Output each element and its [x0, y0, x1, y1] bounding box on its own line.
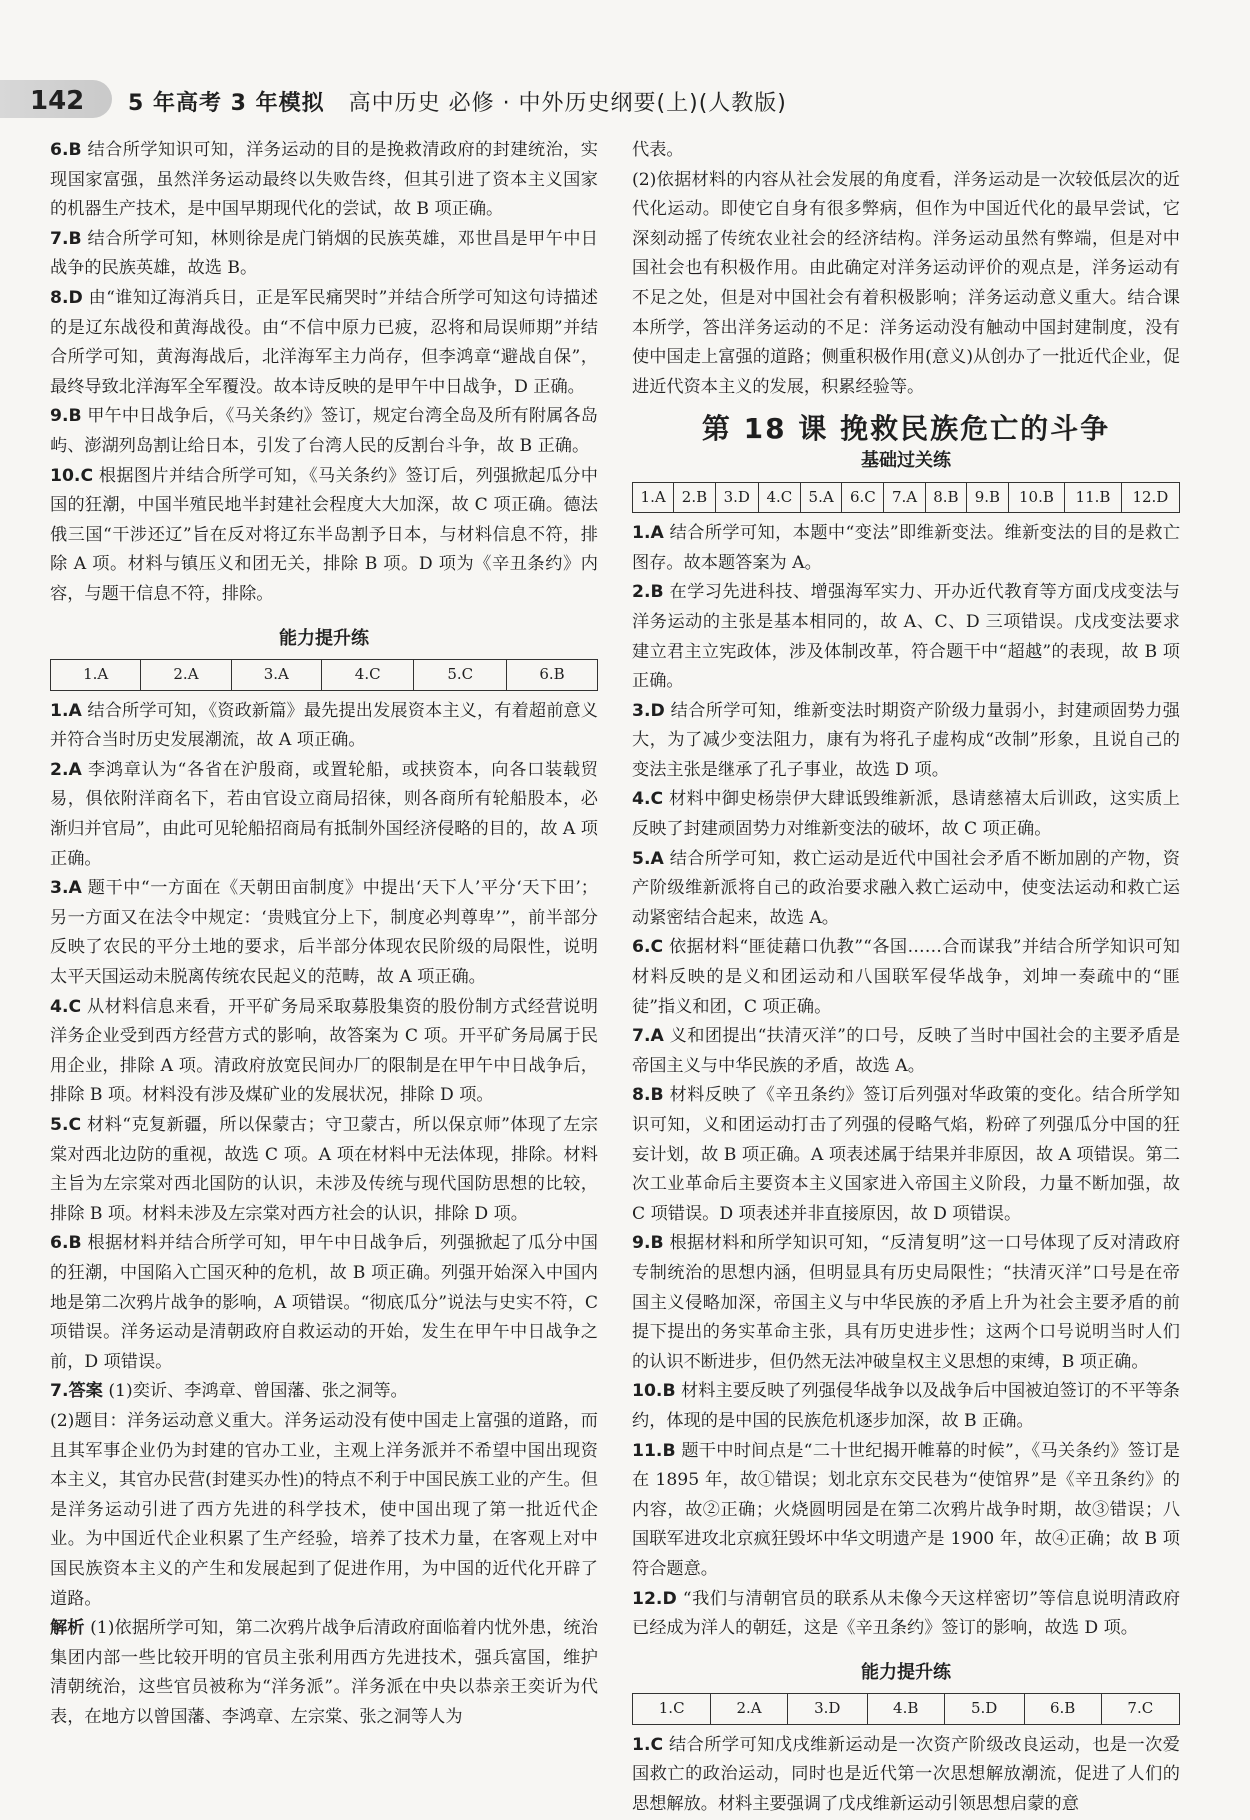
- book-series: 5 年高考 3 年模拟: [128, 91, 325, 116]
- answer-text: 根据材料并结合所学可知，甲午中日战争后，列强掀起了瓜分中国的狂潮，中国陷入亡国灭种的危机，故 B 项正确。列强开始深入中国内地是第二次鸦片战争的影响，A 项错误。“彻底瓜分”说法与史实不符，C 项错误。洋务运动是清朝政府自救运动的开始，发生在甲午中日战争之前，D 项错误。: [50, 1233, 598, 1372]
- answer-item: [632, 933, 1180, 1022]
- answer-item: [632, 136, 1180, 166]
- answer-number: 2.A: [50, 759, 82, 780]
- answer-number: 3.D: [632, 700, 665, 721]
- answer-cell: 7.A: [884, 482, 925, 513]
- answer-cell: 5.A: [801, 482, 842, 513]
- answer-number: 4.C: [632, 789, 664, 810]
- answer-item: [50, 993, 598, 1111]
- answer-cell: 1.A: [51, 660, 141, 691]
- section-title-ability: 能力提升练: [279, 627, 369, 649]
- left-answers-ability: [50, 697, 598, 1733]
- answer-item: [50, 697, 598, 756]
- answer-cell: 5.C: [414, 660, 507, 691]
- answer-text: 结合所学可知戊戌维新运动是一次资产阶级改良运动，也是一次爱国救亡的政治运动，同时也是近代第一次思想解放潮流，促进了人们的思想解放。材料主要强调了戊戌维新运动引领思想启蒙的意: [632, 1734, 1180, 1815]
- answer-number: 1.C: [632, 1734, 664, 1755]
- answer-item: [50, 1377, 598, 1407]
- answer-number: 10.C: [50, 465, 94, 486]
- left-answers-basic: [50, 136, 598, 610]
- lesson-title: 第 18 课 挽救民族危亡的斗争: [701, 412, 1111, 446]
- answer-text: 根据材料和所学知识可知，“反清复明”这一口号体现了反对清政府专制统治的思想内涵，但明显具有历史局限性；“扶清灭洋”口号是在帝国主义侵略加深，帝国主义与中华民族的矛盾上升为社会主要矛盾的前提下提出的务实革命主张，具有历史进步性；这两个口号说明当时人们的认识不断进步，但仍然无法冲破皇权主义思想的束缚，B 项正确。: [632, 1233, 1181, 1372]
- answer-text: (2)题目：洋务运动意义重大。洋务运动没有使中国走上富强的道路，而且其军事企业仍为封建的官办工业，主观上洋务派并不希望中国出现资本主义，其官办民营(封建买办性)的特点不利于中国民族工业的产生。但是洋务运动引进了西方先进的科学技术，使中国出现了第一批近代企业。为中国近代企业积累了生产经验，培养了技术力量，在客观上对中国民族资本主义的产生和发展起到了促进作用，为中国的近代化开辟了道路。: [50, 1410, 598, 1609]
- answer-cell: 1.A: [633, 482, 674, 513]
- answer-text: 结合所学可知，《资政新篇》最先提出发展资本主义，有着超前意义并符合当时历史发展潮流，故 A 项正确。: [50, 700, 598, 751]
- answer-number: 5.A: [632, 848, 664, 869]
- answer-text: 材料中御史杨崇伊大肆诋毁维新派，恳请慈禧太后训政，这实质上反映了封建顽固势力对维新变法的破坏，故 C 项正确。: [632, 789, 1180, 840]
- answer-text: 结合所学可知，救亡运动是近代中国社会矛盾不断加剧的产物，资产阶级维新派将自己的政治要求融入救亡运动中，使变法运动和救亡运动紧密结合起来，故选 A。: [632, 848, 1180, 928]
- answer-number: 7.A: [632, 1026, 664, 1047]
- answer-number: 7.答案: [50, 1381, 103, 1402]
- answer-item: [632, 1585, 1180, 1644]
- answer-cell: 2.A: [711, 1694, 787, 1725]
- answer-number: 7.B: [50, 228, 82, 249]
- answer-text: 题干中“一方面在《天朝田亩制度》中提出‘天下人’平分‘天下田’；另一方面又在法令中规定：‘贵贱宜分上下，制度必判尊卑’”，前半部分反映了农民的平分土地的要求，后半部分体现农民阶级的局限性，说明太平天国运动未脱离传统农民起义的范畴，故 A 项正确。: [50, 878, 598, 988]
- right-answers-basic: [632, 519, 1180, 1644]
- answer-item: [50, 136, 598, 225]
- answer-cell: 2.B: [674, 482, 716, 513]
- answer-item: [632, 166, 1180, 403]
- answer-text: 义和团提出“扶清灭洋”的口号，反映了当时中国社会的主要矛盾是帝国主义与中华民族的矛盾，故选 A。: [632, 1026, 1181, 1076]
- answer-number: 解析: [50, 1618, 85, 1639]
- answer-item: [50, 1229, 598, 1377]
- book-subject: 高中历史 必修 · 中外历史纲要(上)(人教版): [348, 91, 787, 116]
- section-title-ability-2: 能力提升练: [861, 1661, 951, 1683]
- answer-number: 10.B: [632, 1381, 676, 1402]
- answer-number: 11.B: [632, 1440, 676, 1461]
- answer-text: 题干中时间点是“二十世纪揭开帷幕的时候”，《马关条约》签订是在 1895 年，故①错误；划北京东交民巷为“使馆界”是《辛丑条约》的内容，故②正确；火烧圆明园是在第二次鸦片战争时期，故③错误；八国联军进攻北京疯狂毁坏中华文明遗产是 1900 年，故④正确；故 B 项符合题意。: [632, 1440, 1180, 1579]
- right-column: [632, 136, 1180, 1820]
- answer-text: 材料主要反映了列强侵华战争以及战争后中国被迫签订的不平等条约，体现的是中国的民族危机逐步加深，故 B 正确。: [632, 1381, 1180, 1431]
- answer-cell: 9.B: [967, 482, 1009, 513]
- section-title-basic: 基础过关练: [861, 449, 951, 471]
- answer-number: 1.A: [632, 523, 664, 544]
- answer-item: [50, 1407, 598, 1614]
- answer-text: 结合所学可知，维新变法时期资产阶级力量弱小，封建顽固势力强大，为了减少变法阻力，康有为将孔子虚构成“改制”形象，且说自己的变法主张是继承了孔子事业，故选 D 项。: [632, 700, 1180, 780]
- answer-text: 结合所学知识可知，洋务运动的目的是挽救清政府的封建统治，实现国家富强，虽然洋务运动最终以失败告终，但其引进了资本主义国家的机器生产技术，是中国早期现代化的尝试，故 B 项正确。: [50, 140, 598, 220]
- answer-cell: 6.B: [507, 660, 598, 691]
- answer-cell: 4.B: [867, 1694, 944, 1725]
- answer-cell: 2.A: [141, 660, 231, 691]
- answer-number: 8.D: [50, 287, 83, 308]
- page-header: [0, 78, 1250, 122]
- answer-item: [632, 697, 1180, 786]
- answer-number: 8.B: [632, 1085, 664, 1106]
- answer-item: [632, 1731, 1180, 1820]
- answer-cell: 4.C: [758, 482, 800, 513]
- answer-item: [632, 845, 1180, 934]
- answer-item: [632, 1229, 1180, 1377]
- answer-text: (1)奕䜣、李鸿章、曾国藩、张之洞等。: [108, 1381, 408, 1402]
- answer-text: 材料“克复新疆，所以保蒙古；守卫蒙古，所以保京师”体现了左宗棠对西北边防的重视，故选 C 项。A 项在材料中无法体现，排除。材料主旨为左宗棠对西北国防的认识，未涉及传统与现代国防思想的比较，排除 B 项。材料未涉及左宗棠对西方社会的认识，排除 D 项。: [50, 1115, 599, 1224]
- answer-text: 甲午中日战争后，《马关条约》签订，规定台湾全岛及所有附属各岛屿、澎湖列岛割让给日本，引发了台湾人民的反割台斗争，故 B 正确。: [50, 406, 598, 456]
- answer-item: [632, 519, 1180, 578]
- right-answers-ability: [632, 1731, 1180, 1820]
- answer-cell: 5.D: [944, 1694, 1024, 1725]
- answer-table-ability-2: [632, 1693, 1180, 1725]
- answer-text: 材料反映了《辛丑条约》签订后列强对华政策的变化。结合所学知识可知，义和团运动打击了列强的侵略气焰，粉碎了列强瓜分中国的狂妄计划，故 B 项正确。A 项表述属于结果并非原因，故 A 项错误。第二次工业革命后主要资本主义国家进入帝国主义阶段，力量不断加强，故 C 项错误。D 项表述并非直接原因，故 D 项错误。: [632, 1085, 1180, 1224]
- answer-item: [50, 402, 598, 461]
- answer-number: 4.C: [50, 996, 82, 1017]
- book-title: [128, 86, 787, 117]
- answer-table-basic: [632, 482, 1180, 514]
- answer-text: “我们与清朝官员的联系从未像今天这样密切”等信息说明清政府已经成为洋人的朝廷，这是《辛丑条约》签订的影响，故选 D 项。: [632, 1588, 1181, 1639]
- answer-number: 12.D: [632, 1588, 677, 1609]
- page-number: 142: [30, 86, 85, 116]
- answer-text: 由“谁知辽海消兵日，正是军民痛哭时”并结合所学可知这句诗描述的是辽东战役和黄海战役。由“不信中原力已疲，忍将和局误师期”并结合所学可知，黄海海战后，北洋海军主力尚存，但李鸿章“避战自保”，最终导致北洋海军全军覆没。故本诗反映的是甲午中日战争，D 正确。: [50, 287, 598, 397]
- answer-cell: 6.C: [842, 482, 884, 513]
- answer-table-ability: [50, 659, 598, 691]
- answer-item: [50, 284, 598, 402]
- answer-item: [632, 1377, 1180, 1436]
- answer-item: [632, 1437, 1180, 1585]
- answer-number: 6.B: [50, 140, 82, 160]
- answer-item: [632, 1022, 1180, 1081]
- right-answers-continued: [632, 136, 1180, 402]
- left-column: [50, 136, 598, 1732]
- answer-text: 在学习先进科技、增强海军实力、开办近代教育等方面戊戌变法与洋务运动的主张是基本相同的，故 A、C、D 三项错误。戊戌变法要求建立君主立宪政体，涉及体制改革，符合题干中“超越”的表现，故 B 项正确。: [632, 582, 1180, 692]
- answer-cell: 8.B: [925, 482, 967, 513]
- page-number-tab: [0, 80, 112, 118]
- answer-cell: 7.C: [1101, 1694, 1179, 1725]
- answer-cell: 6.B: [1024, 1694, 1101, 1725]
- answer-item: [50, 462, 598, 610]
- answer-text: 李鸿章认为“各省在沪殷商，或置轮船，或挟资本，向各口装载贸易，俱依附洋商名下，若由官设立商局招徕，则各商所有轮船股本，必渐归并官局”，由此可见轮船招商局有抵制外国经济侵略的目的，故 A 项正确。: [50, 759, 598, 869]
- answer-item: [50, 1614, 598, 1732]
- answer-number: 9.B: [632, 1233, 664, 1254]
- answer-cell: 3.D: [787, 1694, 867, 1725]
- answer-item: [50, 874, 598, 992]
- answer-text: (1)依据所学可知，第二次鸦片战争后清政府面临着内忧外患，统治集团内部一些比较开明的官员主张利用西方先进技术，强兵富国，维护清朝统治，这些官员被称为“洋务派”。洋务派在中央以恭亲王奕䜣为代表，在地方以曾国藩、李鸿章、左宗棠、张之洞等人为: [50, 1618, 598, 1727]
- answer-item: [632, 1081, 1180, 1229]
- answer-number: 1.A: [50, 700, 82, 721]
- answer-text: 代表。: [632, 140, 684, 160]
- answer-item: [50, 756, 598, 874]
- answer-text: 依据材料“匪徒藉口仇教”“各国……合而谋我”并结合所学知识可知材料反映的是义和团运动和八国联军侵华战争，刘坤一奏疏中的“匪徒”指义和团，C 项正确。: [632, 937, 1180, 1017]
- answer-cell: 10.B: [1008, 482, 1065, 513]
- answer-cell: 3.A: [231, 660, 321, 691]
- answer-number: 2.B: [632, 582, 664, 603]
- answer-number: 6.B: [50, 1233, 82, 1254]
- answer-number: 6.C: [632, 937, 664, 958]
- answer-number: 9.B: [50, 406, 82, 427]
- answer-item: [50, 225, 598, 284]
- answer-cell: 11.B: [1065, 482, 1122, 513]
- answer-cell: 12.D: [1121, 482, 1179, 513]
- answer-item: [632, 578, 1180, 696]
- answer-item: [632, 785, 1180, 844]
- answer-number: 5.C: [50, 1115, 82, 1135]
- answer-item: [50, 1111, 598, 1229]
- answer-cell: 1.C: [633, 1694, 711, 1725]
- answer-text: 从材料信息来看，开平矿务局采取募股集资的股份制方式经营说明洋务企业受到西方经营方式的影响，故答案为 C 项。开平矿务局属于民用企业，排除 A 项。清政府放宽民间办厂的限制是在甲午中日战争后，排除 B 项。材料没有涉及煤矿业的发展状况，排除 D 项。: [50, 996, 598, 1106]
- answer-cell: 4.C: [321, 660, 414, 691]
- answer-text: (2)依据材料的内容从社会发展的角度看，洋务运动是一次较低层次的近代化运动。即使它自身有很多弊病，但作为中国近代化的最早尝试，它深刻动摇了传统农业社会的经济结构。洋务运动虽然有弊端，但是对中国社会也有积极作用。由此确定对洋务运动评价的观点是，洋务运动有不足之处，但是对中国社会有着积极影响；洋务运动意义重大。结合课本所学，答出洋务运动的不足：洋务运动没有触动中国封建制度，没有使中国走上富强的道路；侧重积极作用(意义)从创办了一批近代企业，促进近代资本主义的发展，积累经验等。: [632, 169, 1180, 397]
- answer-text: 结合所学可知，本题中“变法”即维新变法。维新变法的目的是救亡图存。故本题答案为 A。: [632, 523, 1181, 573]
- answer-text: 结合所学可知，林则徐是虎门销烟的民族英雄，邓世昌是甲午中日战争的民族英雄，故选 B。: [50, 228, 598, 279]
- answer-text: 根据图片并结合所学可知，《马关条约》签订后，列强掀起瓜分中国的狂潮，中国半殖民地半封建社会程度大大加深，故 C 项正确。德法俄三国“干涉还辽”旨在反对将辽东半岛割予日本，与材料信息不符，排除 A 项。材料与镇压义和团无关，排除 B 项。D 项为《辛丑条约》内容，与题干信息不符，排除。: [50, 465, 598, 604]
- answer-cell: 3.D: [715, 482, 758, 513]
- answer-number: 3.A: [50, 878, 82, 899]
